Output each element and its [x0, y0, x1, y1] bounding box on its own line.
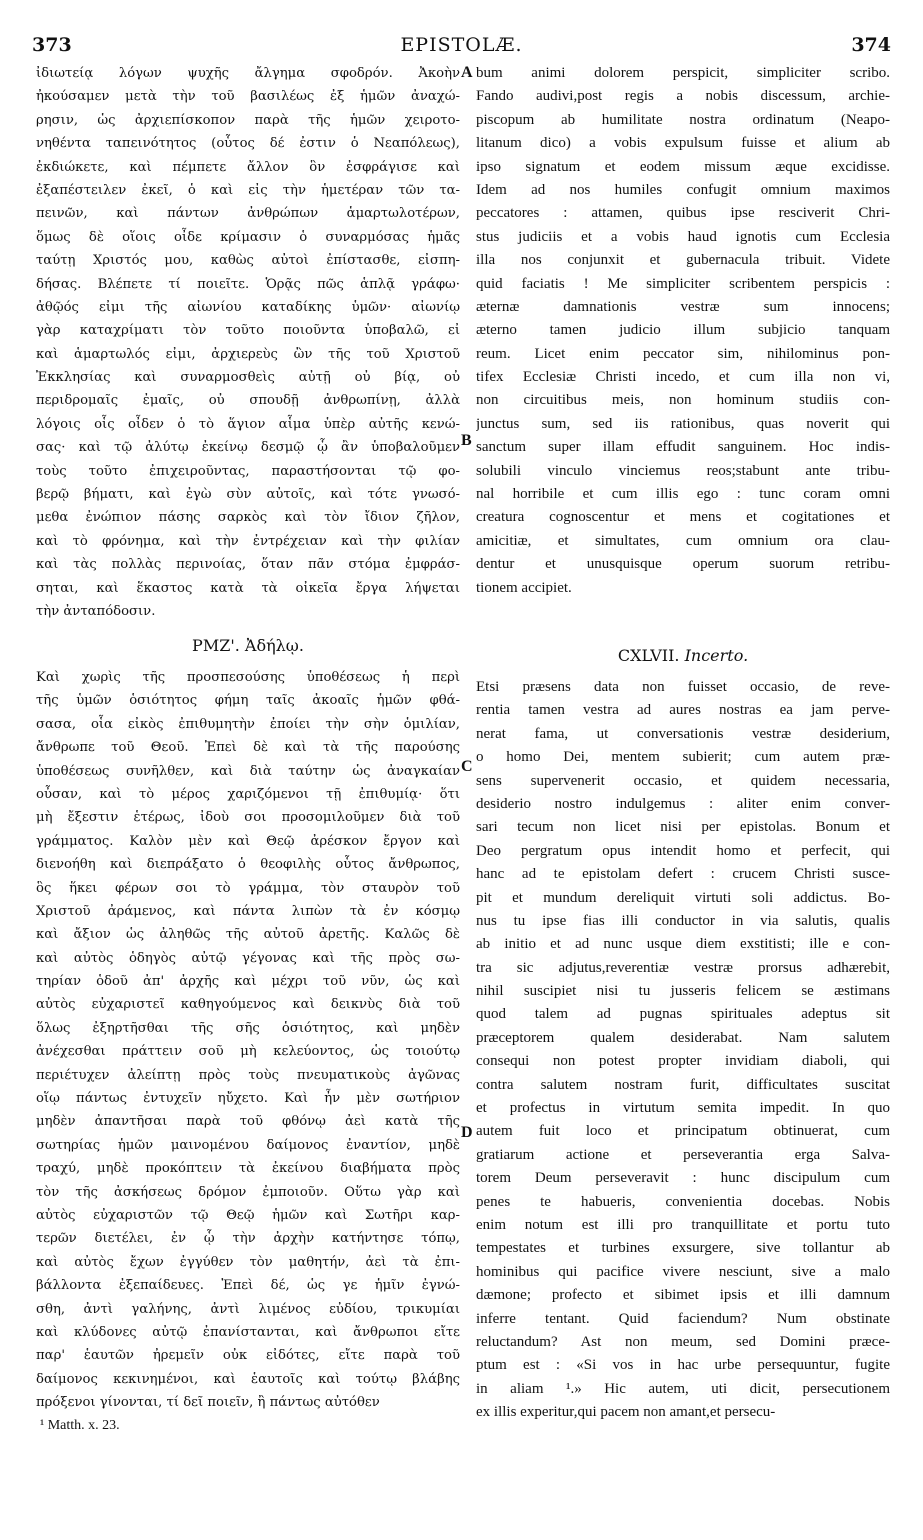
- text-line: Etsi præsens data non fuisset occasio, de reve-: [476, 679, 890, 695]
- text-line: enim notum est illi pro tranquillitate et portu tuto: [476, 1216, 890, 1233]
- text-line: καὶ ἄξιον ὡς ἀληθῶς τῆς αὐτοῦ ἀρετῆς. Καλῶς δὲ: [36, 927, 460, 943]
- text-line: amicitiæ, et simultates, cum omnium ora clau-: [476, 532, 890, 549]
- text-line: Ἐκκλησίας καὶ συναρμοσθεὶς αὐτῇ οὐ βίᾳ, οὐ: [36, 370, 460, 386]
- text-line: σωτηρίας ἡμῶν μαινομένου δαίμονος ἐναντίον, μηδὲ: [36, 1137, 460, 1153]
- text-line: βερῷ βήματι, καὶ ἐγὼ σὺν αὐτοῖς, καὶ τότε γνωσό-: [36, 487, 460, 503]
- text-line: Χριστοῦ ἀράμενος, καὶ πάντα λιπὼν τὰ ἐν κόσμῳ: [36, 903, 460, 919]
- text-line: δαίμονος κεκινημένοι, καὶ ἑαυτοῖς καὶ τούτῳ βλάβης: [36, 1371, 460, 1387]
- text-line: σας· καὶ τῷ ἀλύτῳ ἐκείνῳ δεσμῷ ᾧ ἂν ὑποβαλοῦμεν: [36, 440, 460, 456]
- text-line: ὃς ἥκει φέρων σοι τὸ γράμμα, τὸν σταυρὸν τοῦ: [36, 880, 460, 896]
- text-line: οὖσαν, καὶ τὸ μέρος χαριζόμενοι τῇ ἐπιθυμίᾳ· ὅτι: [36, 786, 460, 802]
- text-line: τοὺς τοῦτο ἐπιχειροῦντας, παραστήσονται τῷ φο-: [36, 463, 460, 479]
- text-line: sari tecum non licet nisi per epistolas. Bonum et: [476, 819, 890, 836]
- text-line: πρόξενοι γίνονται, τί δεῖ ποιεῖν, ἢ πάντως αὐτόθεν: [36, 1395, 380, 1411]
- text-line: καὶ ἁμαρτωλός εἰμι, ἀρχιερεὺς ὢν τῆς τοῦ Χριστοῦ: [36, 346, 460, 362]
- text-line: καὶ αὐτὸς ὁδηγὸς αὐτῷ γέγονας καὶ τῆς πρὸς σω-: [36, 950, 460, 966]
- text-line: τῆς ὑμῶν ὁσιότητος φήμη ταῖς ἀκοαῖς ἡμῶν φθά-: [36, 693, 460, 709]
- text-line: nal horribile et cum illis ego : tunc coram omni: [476, 486, 890, 503]
- text-line: γράμματος. Καλὸν μὲν καὶ Θεῷ ἀρέσκον ἔργον καὶ: [36, 833, 460, 849]
- text-line: rentia tamen vestra ad aures nostras ea jam perve-: [476, 702, 890, 719]
- running-header: [32, 34, 891, 62]
- text-line: μεθα ἐνώπιον πάσης σαρκὸς καὶ τὸν ἴδιον ζῆλον,: [36, 510, 460, 526]
- page-number-left: 373: [32, 34, 72, 56]
- text-line: tifex Ecclesiæ Christi incedo, et cum illa non vi,: [476, 369, 890, 386]
- text-line: ex illis experitur,qui pacem non amant,et persecu-: [476, 1404, 776, 1421]
- text-line: non circuitibus meis, non hominum studiis con-: [476, 392, 890, 409]
- text-line: Idem ad nos humiles confugit omnium maximos: [476, 181, 890, 198]
- text-line: σθη, ἀντὶ γαλήνης, ἀντὶ λιμένος εὐδίου, τρικυμίαι: [36, 1301, 460, 1317]
- text-line: o homo Dei, mentem subierit; cum autem præ-: [476, 749, 890, 766]
- latin-heading-title: Incerto.: [684, 646, 749, 665]
- greek-letter-heading: ΡΜΖ'. Ἀδήλῳ.: [192, 636, 304, 655]
- text-line: τὴν ἀνταπόδοσιν.: [36, 603, 156, 619]
- text-line: et profectus in virtutum semita impedit. In quo: [476, 1100, 890, 1117]
- text-line: reluctandum? Ast non meum, sed Domini præce-: [476, 1333, 890, 1350]
- text-line: καὶ κλύδονες αὐτῷ ἐπανίστανται, καὶ ἄνθρωποι εἴτε: [36, 1324, 460, 1340]
- text-line: τηρίαν ὁδοῦ ἀπ' ἀρχῆς καὶ μέχρι τοῦ νῦν, ὡς καὶ: [36, 974, 460, 990]
- latin-heading-number: CXLVII.: [617, 646, 680, 665]
- text-line: λόγοις οἷς οἶδεν ὁ τὸ ἅγιον αἷμα ὑπὲρ αὐτῆς κενώ-: [36, 416, 460, 432]
- text-line: contra salutem nostram furit, difficultates suscitat: [476, 1076, 890, 1093]
- text-line: ρησιν, ὡς ἀρχιεπίσκοπον παρὰ τῆς ἡμῶν χειροτο-: [36, 112, 460, 128]
- text-line: torem Deum perseveravit : hunc discipulum cum: [476, 1170, 890, 1187]
- text-line: ptum est : «Si vos in hac urbe persequuntur, fugite: [476, 1357, 890, 1374]
- text-line: æternæ damnationis vestræ sum innocens;: [476, 298, 890, 315]
- text-line: creatura cognoscentur et mens et cogitationes et: [476, 509, 890, 526]
- text-line: piscopum ab humilitate nostra ordinatum (Neapo-: [476, 111, 890, 128]
- text-line: sanctum super illam effudit sanguinem. Hoc indis-: [476, 439, 890, 456]
- text-line: nerat fama, ut conversationis vestræ desiderium,: [476, 725, 890, 742]
- text-line: ταύτῃ Χριστός μου, καθὼς αὐτοὶ ἐπίστασθε, εἰσπη-: [36, 253, 460, 269]
- text-line: inferre tentant. Quid faciendum? Num obstinate: [476, 1310, 890, 1327]
- latin-letter-body: [476, 676, 890, 1425]
- text-line: τερῶν διετέλει, ἐν ᾧ τὴν ἀρχὴν κατήντησε τόπῳ,: [36, 1231, 460, 1247]
- margin-letter-d: D: [461, 1124, 473, 1141]
- text-line: καὶ τὰς πολλὰς περινοίας, ὅταν πᾶν στόμα ἐμφράσ-: [36, 557, 460, 573]
- text-line: ὅμως δὲ οἵοις οἶδε κρίμασιν ὁ συναρμόσας ἡμᾶς: [36, 229, 460, 245]
- text-line: ὅλως ἐξηρτῆσθαι τῆς σῆς ὁσιότητος, καὶ μηδὲν: [36, 1020, 460, 1036]
- text-line: stus judiciis et a vobis haud ignotis cum Ecclesia: [476, 228, 890, 245]
- text-line: αὐτὸς εὐχαριστῶν τῷ Θεῷ ἡμῶν καὶ Σωτῆρι καρ-: [36, 1207, 460, 1223]
- text-line: μὴ ἔξεστιν ἑτέρως, ἰδοὺ σοι προσομιλοῦμεν διὰ τοῦ: [36, 810, 460, 826]
- text-line: dentur et unusquisque operum suorum retribu-: [476, 556, 890, 573]
- text-line: ἐξαπέστειλεν ἐκεῖ, ὁ καὶ εἰς τὴν ἡμετέραν τῶν τα-: [36, 182, 460, 198]
- greek-letter-ending: [36, 62, 460, 623]
- text-line: litanum dico) a vobis expulsum fuisse et alium ab: [476, 135, 890, 152]
- text-line: Deo pergratum opus intendit homo et perfecit, qui: [476, 842, 890, 859]
- text-line: tra sic adjutus,reverentiæ vestræ prorsus adhærebit,: [476, 959, 890, 976]
- text-line: in aliam ¹.» Hic autem, uti dicit, persecutionem: [476, 1380, 890, 1397]
- text-line: æterno tamen judicio illum subjicio tanquam: [476, 322, 890, 339]
- text-line: ἄνθρωπε τοῦ Θεοῦ. Ἐπεὶ δὲ καὶ τὰ τῆς παρούσης: [36, 740, 460, 756]
- text-line: οἵῳ πάντως ἐντυχεῖν ηὔχετο. Καὶ ἦν μὲν σωτήριον: [36, 1091, 460, 1107]
- text-line: nus tu ipse fias illi conductor in via salutis, qualis: [476, 912, 890, 929]
- running-title: EPISTOLÆ.: [400, 34, 523, 56]
- text-line: πεινῶν, καὶ πάντων ἀνθρώπων ἁμαρτωλοτέρων,: [36, 206, 460, 222]
- latin-letter-ending: [476, 62, 890, 600]
- text-line: nihil suscipiet nisi tu jusseris felicem se æstimans: [476, 983, 890, 1000]
- text-line: penes te habueris, convenientia docebas. Nobis: [476, 1193, 890, 1210]
- text-line: hominibus qui pacifice vivere nesciunt, sive a malo: [476, 1263, 890, 1280]
- margin-letter-c: C: [461, 758, 473, 775]
- text-line: σασα, οἷα εἰκὸς ἐπιθυμητὴν ἐποίει τὴν σὴν ὁμιλίαν,: [36, 716, 460, 732]
- text-line: illa nos conjunxit et gubernacula tribuit. Videte: [476, 252, 890, 269]
- text-line: νηθέντα ταπεινότητος (οὗτος δέ ἐστιν ὁ Νεαπόλεως),: [36, 136, 460, 152]
- margin-letter-b: B: [461, 432, 472, 449]
- text-line: παρ' ἑαυτῶν ἠρεμεῖν οὐκ εἰδότες, εἴτε παρὰ τοῦ: [36, 1348, 460, 1364]
- text-line: περιέτυχεν ἀλείπτῃ πρὸς τοὺς πνευματικοὺς ἀγῶνας: [36, 1067, 460, 1083]
- text-line: μηδὲν ἀπαντῆσαι παρὰ τοῦ φθόνῳ ἀεὶ κατὰ τῆς: [36, 1114, 460, 1130]
- text-line: ab initio et ad nunc usque diem exstitisti; ille e con-: [476, 936, 890, 953]
- text-line: tempestates et turbines exsurgere, sive tollantur ab: [476, 1240, 890, 1257]
- text-line: dæmone; profecto et sibimet ipsis et illi damnum: [476, 1287, 890, 1304]
- text-line: περιδρομαῖς ἐμαῖς, οὐ σπουδῇ ἀνθρωπίνῃ, ἀλλὰ: [36, 393, 460, 409]
- text-line: consequi non potest propter invidiam diaboli, qui: [476, 1053, 890, 1070]
- text-line: junctus sum, sed iis rationibus, quas noverit qui: [476, 415, 890, 432]
- text-line: sens supervenerit occasio, et quidem necessaria,: [476, 772, 890, 789]
- text-line: καὶ αὐτὸς ἔχων ἐγγύθεν τὸν μαθητήν, ἀεὶ τὰ ἐπι-: [36, 1254, 460, 1270]
- text-line: ἐκδιώκετε, καὶ πέμπετε ἄλλον ὃν ἐσφράγισε καὶ: [36, 159, 460, 175]
- text-line: ἠκούσαμεν μετὰ τὴν τοῦ βασιλέως ἐξ ἡμῶν ἀναχώ-: [36, 89, 460, 105]
- text-line: peccatores : attamen, quibus ipse resciverit Chri-: [476, 205, 890, 222]
- margin-letter-a: A: [461, 64, 473, 81]
- text-line: reum. Licet enim peccator sim, nihilominus pon-: [476, 345, 890, 362]
- text-line: desiderio nostro indulgemus : aliter enim conver-: [476, 795, 890, 812]
- text-line: autem fuit loco et principatum obtinuerat, cum: [476, 1123, 890, 1140]
- text-line: ὑποθέσεως συνῆλθεν, καὶ διὰ ταύτην ὡς ἀναγκαίαν: [36, 763, 460, 779]
- text-line: quod talem ad pugnas spirituales adeptus sit: [476, 1006, 890, 1023]
- latin-letter-heading: [476, 646, 890, 665]
- text-line: σηται, καὶ ἕκαστος κατὰ τὰ οἰκεῖα ἔργα λήψεται: [36, 580, 460, 596]
- text-line: Καὶ χωρὶς τῆς προσπεσούσης ὑποθέσεως ἡ περὶ: [36, 670, 460, 685]
- text-line: δήσας. Βλέπετε τί ποιεῖτε. Ὁρᾷς πῶς ἁπλᾷ γράφω·: [36, 276, 460, 292]
- text-line: ἰδιωτείᾳ λόγων ψυχῆς ἄλγημα σφοδρόν. Ἀκοὴν: [36, 66, 460, 81]
- text-line: præceptorem qualem desiderabat. Nam salutem: [476, 1029, 890, 1046]
- text-line: ἀνέχεσθαι πράττειν σοῦ μὴ κελεύοντος, ὡς τοιούτῳ: [36, 1044, 460, 1060]
- text-line: βάλλοντα ἐξεπαίδευες. Ἐπεὶ δέ, ὡς γε ἡμῖν ἐγνώ-: [36, 1278, 460, 1294]
- text-line: τραχύ, μηδὲ προκόπτειν τὰ ἐκείνου διαβήματα πρὸς: [36, 1161, 460, 1177]
- text-line: tionem accipiet.: [476, 579, 572, 596]
- page-number-right: 374: [851, 34, 891, 56]
- text-line: τὸν τῆς ἀσκήσεως δρόμον ἐμποιοῦν. Οὕτω γὰρ καὶ: [36, 1184, 460, 1200]
- text-line: hanc ad te epistolam defert : crucem Christi susce-: [476, 866, 890, 883]
- text-line: pit et mundum dereliquit virtuti soli addictus. Bo-: [476, 889, 890, 906]
- text-line: Fando audivi,post regis a nobis discessum, archie-: [476, 88, 890, 105]
- text-line: quid faciatis ! Me simpliciter scribentem perspicis :: [476, 275, 890, 292]
- text-line: ipso signatum et eodem missum æque excidisse.: [476, 158, 890, 175]
- footnote: ¹ Matth. x. 23.: [40, 1418, 120, 1433]
- text-line: solubili vinculo vinciemus reos;stabunt ante tribu-: [476, 462, 890, 479]
- text-line: bum animi dolorem perspicit, simpliciter scribo.: [476, 65, 890, 81]
- text-line: gratiarum actione et perseverantia erga Salva-: [476, 1146, 890, 1163]
- text-line: διενοήθη καὶ διεπράξατο ὁ θεοφιλὴς οὗτος ἄνθρωπος,: [36, 857, 460, 873]
- greek-letter-body: [36, 666, 460, 1415]
- text-line: γὰρ καταχρίματι τὸν τοῦτο ποιοῦντα ὑποβαλῶ, εἰ: [36, 323, 460, 339]
- text-line: αὐτὸς εὐχαριστεῖ καθηγούμενος καὶ δεικνὺς διὰ τοῦ: [36, 997, 460, 1013]
- text-line: ἀθῷός εἰμι τῆς αἰωνίου καταδίκης ὑμῶν· αἰωνίῳ: [36, 299, 460, 315]
- text-line: καὶ τὸ φρόνημα, καὶ τὴν ἐντρέχειαν καὶ τὴν φιλίαν: [36, 533, 460, 549]
